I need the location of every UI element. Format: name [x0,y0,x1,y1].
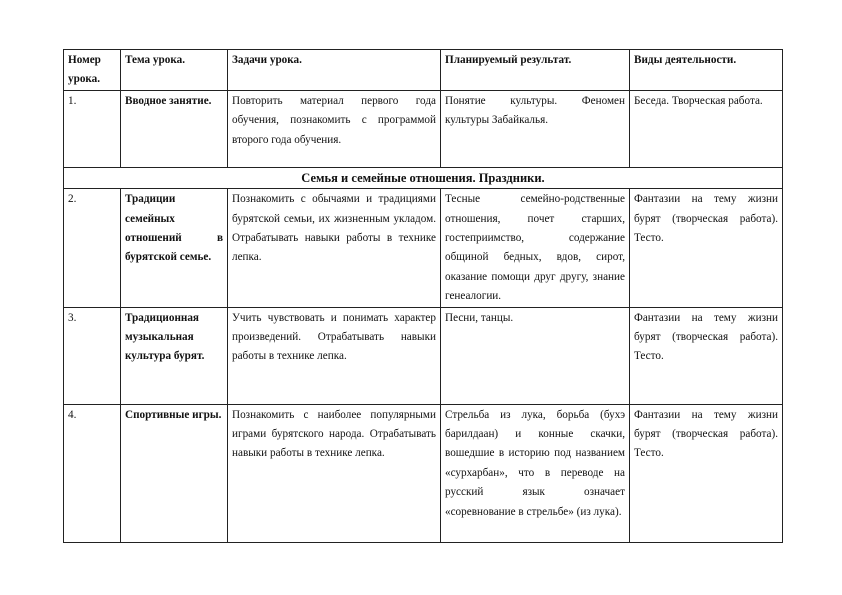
row-activities: Фантазии на тему жизни бурят (творческая работа). Тесто. [630,307,783,404]
row-number: 2. [64,189,121,307]
table-row [64,189,783,307]
lesson-plan-table [63,49,783,543]
row-topic: Спортивные игры. [121,404,228,542]
row-result: Понятие культуры. Феномен культуры Забайкалья. [441,90,630,167]
row-number: 3. [64,307,121,404]
row-topic: Традиции семейных отношений в бурятской семье. [121,189,228,307]
row-activities: Фантазии на тему жизни бурят (творческая работа). Тесто. [630,189,783,307]
header-activities: Виды деятельности. [630,50,783,91]
table-row [64,404,783,542]
table-row [64,90,783,167]
row-activities: Фантазии на тему жизни бурят (творческая работа). Тесто. [630,404,783,542]
section-title: Семья и семейные отношения. Праздники. [64,167,783,188]
row-activities: Беседа. Творческая работа. [630,90,783,167]
row-number: 1. [64,90,121,167]
header-tasks: Задачи урока. [228,50,441,91]
row-topic: Вводное занятие. [121,90,228,167]
row-result: Песни, танцы. [441,307,630,404]
row-result: Тесные семейно-родственные отношения, почет старших, гостеприимство, содержание общиной бедных, вдов, сирот, оказание помощи друг другу, знание генеалогии. [441,189,630,307]
section-row [64,167,783,188]
row-number: 4. [64,404,121,542]
row-result: Стрельба из лука, борьба (бухэ барилдаан) и конные скачки, вошедшие в историю под названием «сурхарбан», что в переводе на русский язык означает «соревнование в стрельбе» (из лука). [441,404,630,542]
header-topic: Тема урока. [121,50,228,91]
header-number: Номер урока. [64,50,121,91]
row-tasks: Познакомить с обычаями и традициями бурятской семьи, их жизненным укладом. Отрабатывать навыки работы в технике лепка. [228,189,441,307]
row-topic: Традиционная музыкальная культура бурят. [121,307,228,404]
header-result: Планируемый результат. [441,50,630,91]
table-row [64,307,783,404]
row-tasks: Повторить материал первого года обучения, познакомить с программой второго года обучения. [228,90,441,167]
table-header-row [64,50,783,91]
row-tasks: Познакомить с наиболее популярными играми бурятского народа. Отрабатывать навыки работы в технике лепка. [228,404,441,542]
row-tasks: Учить чувствовать и понимать характер произведений. Отрабатывать навыки работы в технике лепка. [228,307,441,404]
